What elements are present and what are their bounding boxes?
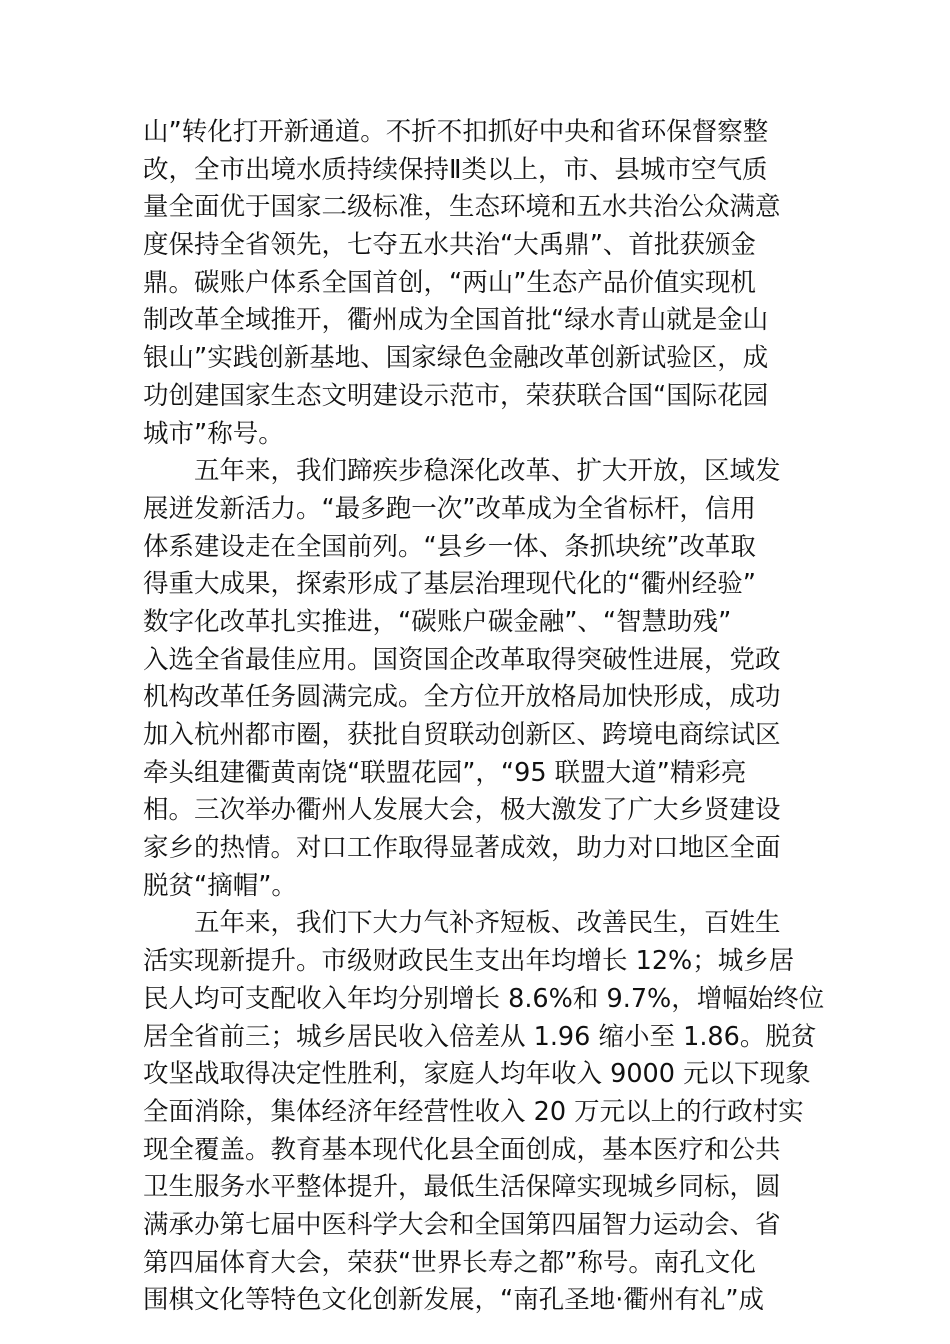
text-line: 鼎。碳账户体系全国首创，“两山”生态产品价值实现机 <box>143 267 756 298</box>
text-line: 展迸发新活力。“最多跑一次”改革成为全省标杆，信用 <box>143 493 756 524</box>
text-line: 量全面优于国家二级标准，生态环境和五水共治公众满意 <box>143 192 781 223</box>
text-line: 现全覆盖。教育基本现代化县全面创成，基本医疗和公共 <box>143 1134 781 1165</box>
text-line: 入选全省最佳应用。国资国企改革取得突破性进展，党政 <box>143 644 781 675</box>
text-line: 城市”称号。 <box>143 418 284 449</box>
text-line: 牵头组建衢黄南饶“联盟花园”，“95 联盟大道”精彩亮 <box>143 757 747 788</box>
document-body <box>143 114 823 1320</box>
paragraph-first-line: 五年来，我们下大力气补齐短板、改善民生，百姓生 <box>143 908 781 939</box>
text-line: 脱贫“摘帽”。 <box>143 870 297 901</box>
text-line: 满承办第七届中医科学大会和全国第四届智力运动会、省 <box>143 1209 781 1240</box>
text-line: 家乡的热情。对口工作取得显著成效，助力对口地区全面 <box>143 833 781 864</box>
text-line: 加入杭州都市圈，获批自贸联动创新区、跨境电商综试区 <box>143 720 781 750</box>
text-line: 体系建设走在全国前列。“县乡一体、条抓块统”改革取 <box>143 531 756 562</box>
text-line: 山”转化打开新通道。不折不扣抓好中央和省环保督察整 <box>143 117 769 147</box>
text-line: 机构改革任务圆满完成。全方位开放格局加快形成，成功 <box>143 682 781 713</box>
text-line: 改，全市出境水质持续保持Ⅱ类以上，市、县城市空气质 <box>143 154 768 185</box>
text-line: 围棋文化等特色文化创新发展，“南孔圣地·衢州有礼”成 <box>143 1285 765 1316</box>
text-line: 银山”实践创新基地、国家绿色金融改革创新试验区，成 <box>143 343 769 374</box>
text-line: 功创建国家生态文明建设示范市，荣获联合国“国际花园 <box>143 380 769 411</box>
text-line: 卫生服务水平整体提升，最低生活保障实现城乡同标，圆 <box>143 1172 781 1203</box>
text-line: 制改革全域推开，衢州成为全国首批“绿水青山就是金山 <box>143 305 769 336</box>
text-line: 第四届体育大会，荣获“世界长寿之都”称号。南孔文化 <box>143 1247 756 1278</box>
text-line: 得重大成果，探索形成了基层治理现代化的“衢州经验” <box>143 569 756 600</box>
text-line: 全面消除，集体经济年经营性收入 20 万元以上的行政村实 <box>143 1096 804 1127</box>
text-line: 居全省前三；城乡居民收入倍差从 1.96 缩小至 1.86。脱贫 <box>143 1021 817 1052</box>
text-line: 活实现新提升。市级财政民生支出年均增长 12%；城乡居 <box>143 946 795 977</box>
text-line: 攻坚战取得决定性胜利，家庭人均年收入 9000 元以下现象 <box>143 1059 811 1090</box>
text-line: 数字化改革扎实推进，“碳账户碳金融”、“智慧助残” <box>143 606 732 637</box>
text-line: 民人均可支配收入年均分别增长 8.6%和 9.7%，增幅始终位 <box>143 983 825 1014</box>
paragraph-first-line: 五年来，我们蹄疾步稳深化改革、扩大开放，区域发 <box>143 456 781 487</box>
text-line: 相。三次举办衢州人发展大会，极大激发了广大乡贤建设 <box>143 795 781 826</box>
text-line: 度保持全省领先，七夺五水共治“大禹鼎”、首批获颁金 <box>143 230 756 261</box>
